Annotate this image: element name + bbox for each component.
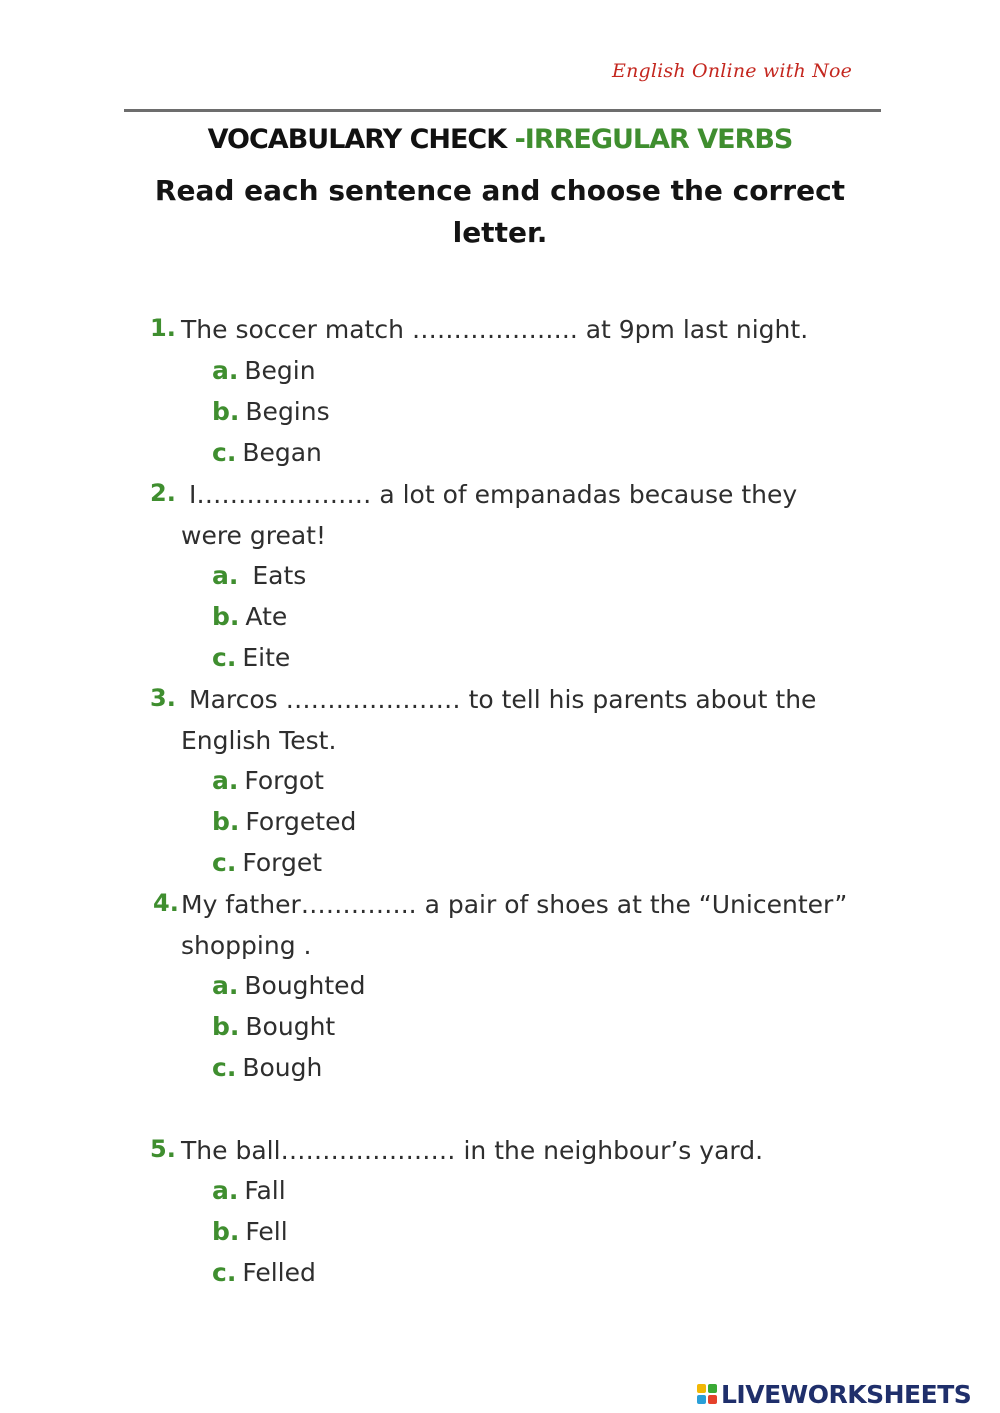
option-text: Felled bbox=[242, 1258, 316, 1287]
option-letter: b. bbox=[212, 1217, 240, 1246]
option-c[interactable] bbox=[212, 846, 322, 880]
option-letter: b. bbox=[212, 1012, 240, 1041]
option-b[interactable] bbox=[212, 395, 330, 429]
option-a[interactable] bbox=[212, 354, 316, 388]
option-letter: c. bbox=[212, 848, 237, 877]
option-c[interactable] bbox=[212, 641, 290, 675]
option-letter: a. bbox=[212, 1176, 239, 1205]
option-b[interactable] bbox=[212, 805, 356, 839]
header-brand: English Online with Noe bbox=[612, 60, 853, 82]
option-text: Begins bbox=[245, 397, 330, 426]
option-a[interactable] bbox=[212, 764, 324, 798]
title-main: VOCABULARY CHECK bbox=[207, 124, 507, 155]
option-text: Forgot bbox=[244, 766, 324, 795]
option-letter: a. bbox=[212, 971, 239, 1000]
option-a[interactable] bbox=[212, 1174, 286, 1208]
option-text: Forgeted bbox=[245, 807, 357, 836]
question-number: 2. bbox=[150, 479, 176, 507]
option-text: Fall bbox=[244, 1176, 286, 1205]
option-text: Begin bbox=[244, 356, 316, 385]
option-text: Ate bbox=[245, 602, 288, 631]
option-text: Fell bbox=[245, 1217, 288, 1246]
question-number: 1. bbox=[150, 314, 176, 342]
page-title bbox=[0, 124, 1000, 155]
logo-square bbox=[697, 1395, 706, 1404]
option-text: Bough bbox=[242, 1053, 323, 1082]
option-text: Boughted bbox=[244, 971, 366, 1000]
option-a[interactable] bbox=[212, 969, 365, 1003]
option-b[interactable] bbox=[212, 1010, 335, 1044]
option-text: Began bbox=[242, 438, 322, 467]
question-text: I………………… a lot of empanadas because they were great! bbox=[181, 480, 798, 550]
option-letter: c. bbox=[212, 1053, 237, 1082]
option-text: Eite bbox=[242, 643, 291, 672]
option-text: Forget bbox=[242, 848, 323, 877]
option-c[interactable] bbox=[212, 436, 322, 470]
liveworksheets-logo-icon bbox=[697, 1384, 717, 1404]
header-divider bbox=[124, 109, 881, 112]
instructions: Read each sentence and choose the correct letter. bbox=[154, 174, 846, 249]
liveworksheets-logo[interactable] bbox=[697, 1378, 971, 1410]
logo-square bbox=[697, 1384, 706, 1393]
logo-square bbox=[708, 1395, 717, 1404]
option-c[interactable] bbox=[212, 1256, 316, 1290]
option-text: Bought bbox=[245, 1012, 336, 1041]
option-letter: a. bbox=[212, 356, 239, 385]
option-letter: b. bbox=[212, 602, 240, 631]
option-text: Eats bbox=[244, 561, 307, 590]
question-text: Marcos ………………… to tell his parents about the English Test. bbox=[181, 685, 817, 755]
question-text: The ball………………… in the neighbour’s yard. bbox=[181, 1136, 764, 1165]
question-text: My father………….. a pair of shoes at the “Unicenter” shopping . bbox=[181, 890, 848, 960]
option-c[interactable] bbox=[212, 1051, 322, 1085]
option-letter: b. bbox=[212, 397, 240, 426]
title-topic: -IRREGULAR VERBS bbox=[506, 124, 793, 155]
question-number: 4. bbox=[153, 889, 179, 917]
logo-square bbox=[708, 1384, 717, 1393]
option-a[interactable] bbox=[212, 559, 306, 593]
option-letter: c. bbox=[212, 643, 237, 672]
question-number: 3. bbox=[150, 684, 176, 712]
logo-text: LIVEWORKSHEETS bbox=[721, 1379, 972, 1409]
option-letter: c. bbox=[212, 438, 237, 467]
option-letter: a. bbox=[212, 766, 239, 795]
option-b[interactable] bbox=[212, 600, 287, 634]
option-b[interactable] bbox=[212, 1215, 288, 1249]
option-letter: c. bbox=[212, 1258, 237, 1287]
question-number: 5. bbox=[150, 1135, 176, 1163]
option-letter: b. bbox=[212, 807, 240, 836]
question-text: The soccer match ……………….. at 9pm last night. bbox=[181, 315, 809, 344]
option-letter: a. bbox=[212, 561, 239, 590]
